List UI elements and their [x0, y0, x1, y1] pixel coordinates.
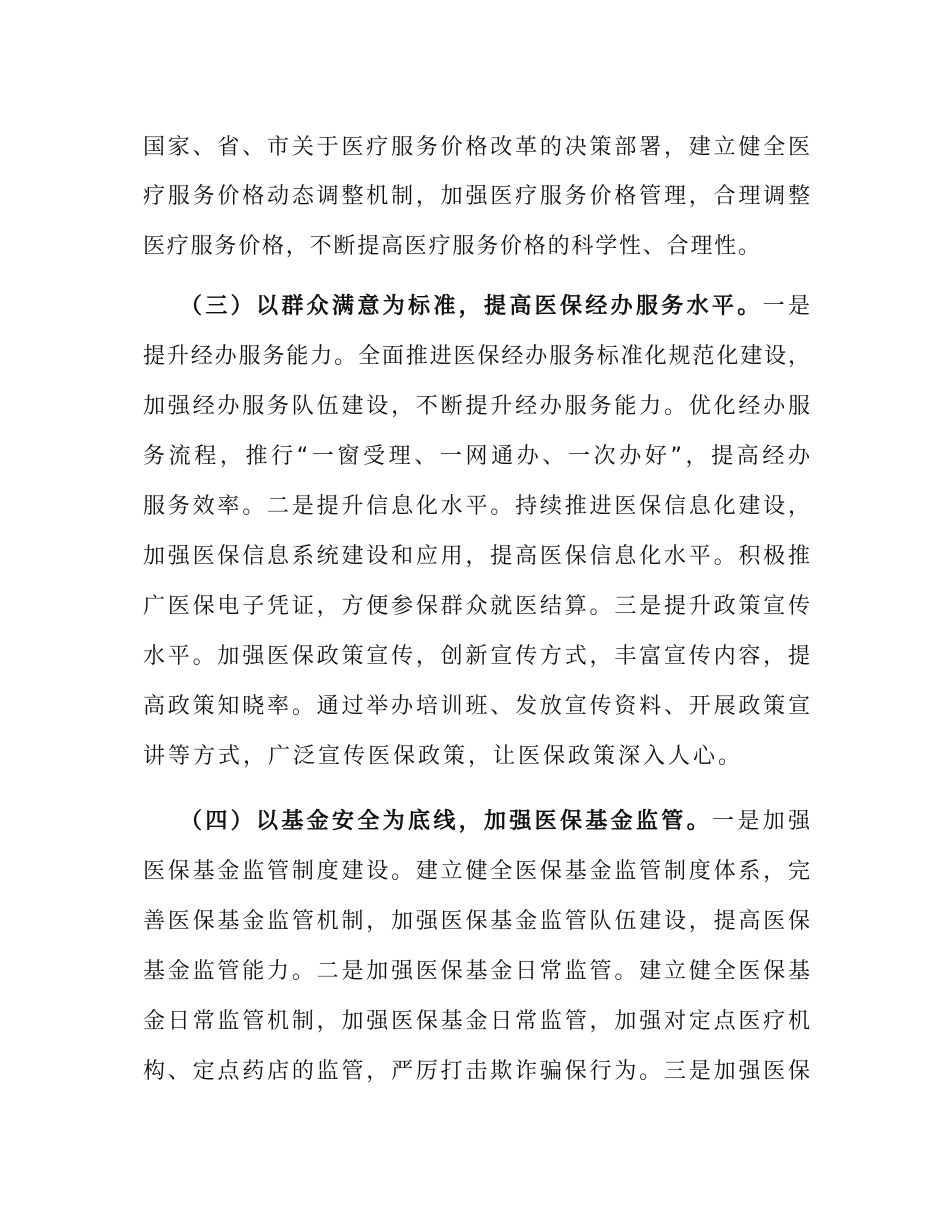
section-heading-4: [180, 807, 810, 837]
paragraph-line: 医保基金监管制度建设。建立健全医保基金监管制度体系，完: [143, 859, 810, 884]
paragraph-line: 水平。加强医保政策宣传，创新宣传方式，丰富宣传内容，提: [143, 644, 810, 669]
paragraph-line: 加强医保信息系统建设和应用，提高医保信息化水平。积极推: [143, 544, 810, 569]
heading-rest: 一是: [762, 294, 810, 319]
paragraph-line: 讲等方式，广泛宣传医保政策，让医保政策深入人心。: [143, 744, 740, 769]
heading-bold: （四）以基金安全为底线，加强医保基金监管。: [180, 809, 712, 834]
paragraph-line: 金日常监管机制，加强医保基金日常监管，加强对定点医疗机: [143, 1009, 810, 1034]
paragraph-line: 基金监管能力。二是加强医保基金日常监管。建立健全医保基: [143, 959, 810, 984]
section-heading-3: [180, 292, 810, 322]
paragraph-line: 善医保基金监管机制，加强医保基金监管队伍建设，提高医保: [143, 909, 810, 934]
paragraph-line: 疗服务价格动态调整机制，加强医疗服务价格管理，合理调整: [143, 184, 810, 209]
paragraph-line: 构、定点药店的监管，严厉打击欺诈骗保行为。三是加强医保: [143, 1059, 810, 1084]
paragraph-line: 高政策知晓率。通过举办培训班、发放宣传资料、开展政策宣: [143, 694, 810, 719]
paragraph-line: 务流程，推行“一窗受理、一网通办、一次办好”，提高经办: [143, 444, 810, 469]
paragraph-line: 加强经办服务队伍建设，不断提升经办服务能力。优化经办服: [143, 394, 810, 419]
paragraph-line: 医疗服务价格，不断提高医疗服务价格的科学性、合理性。: [143, 234, 760, 259]
paragraph-line: 服务效率。二是提升信息化水平。持续推进医保信息化建设，: [143, 494, 810, 519]
paragraph-line: 国家、省、市关于医疗服务价格改革的决策部署，建立健全医: [143, 135, 810, 160]
paragraph-line: 提升经办服务能力。全面推进医保经办服务标准化规范化建设，: [143, 344, 810, 369]
paragraph-line: 广医保电子凭证，方便参保群众就医结算。三是提升政策宣传: [143, 594, 810, 619]
heading-bold: （三）以群众满意为标准，提高医保经办服务水平。: [180, 294, 763, 319]
heading-rest: 一是加强: [711, 809, 810, 834]
